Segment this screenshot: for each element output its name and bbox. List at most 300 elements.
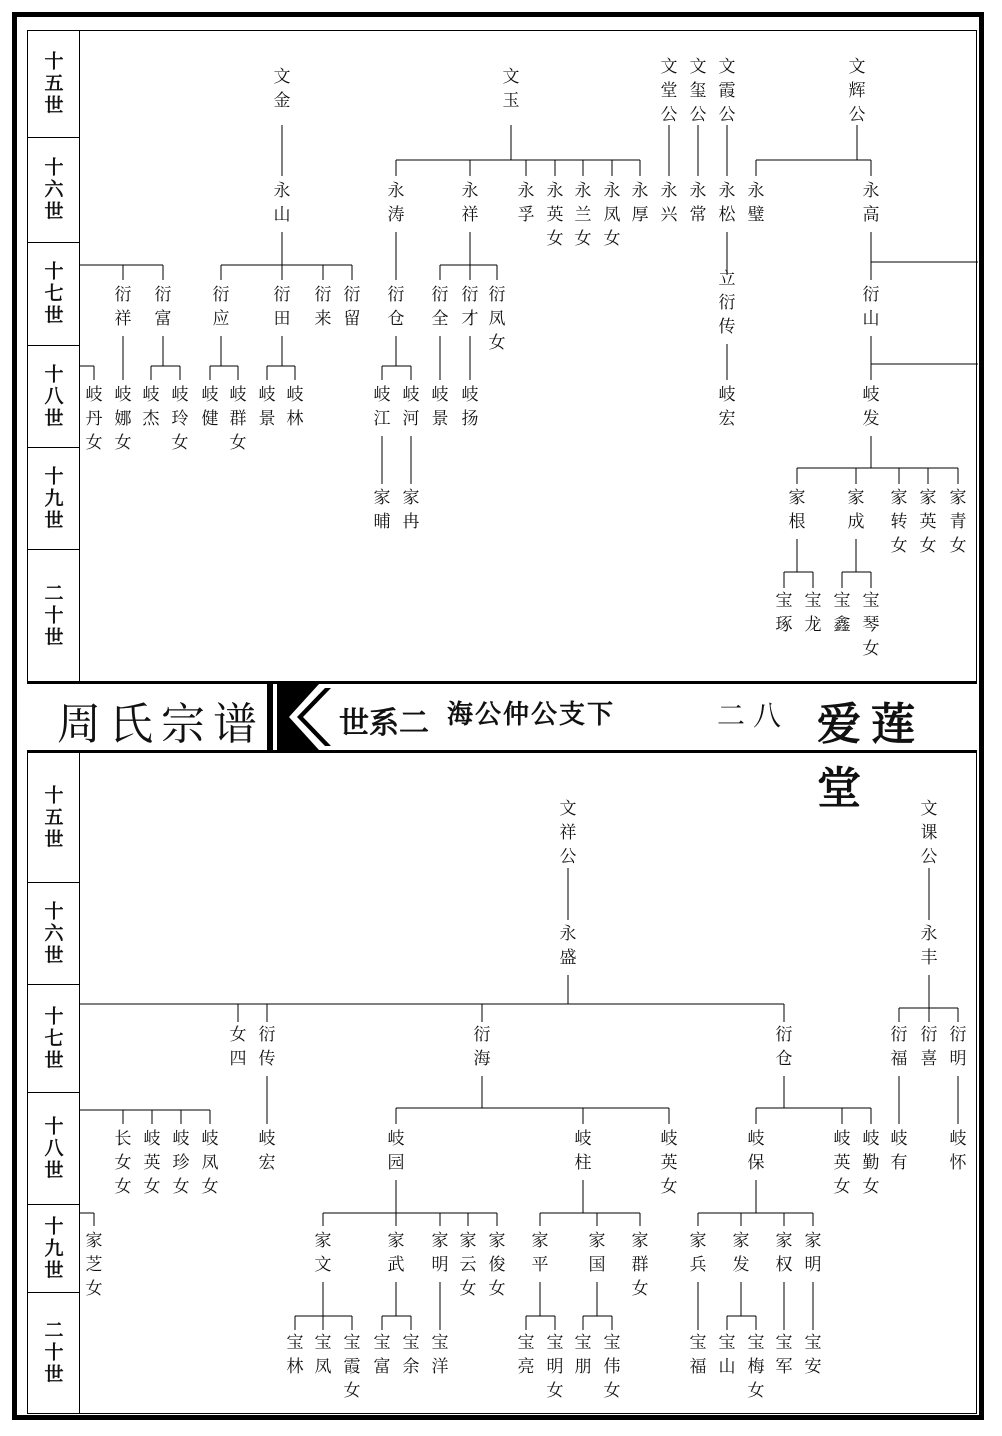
svg-text:凤: 凤 — [314, 1357, 332, 1377]
svg-text:家: 家 — [775, 1231, 793, 1251]
person-name — [950, 488, 967, 556]
svg-text:珍: 珍 — [172, 1153, 190, 1173]
person-name — [462, 181, 479, 225]
svg-text:永: 永 — [862, 181, 880, 201]
svg-text:家: 家 — [459, 1231, 477, 1251]
svg-text:女: 女 — [229, 1025, 247, 1045]
svg-text:永: 永 — [603, 181, 621, 201]
svg-text:山: 山 — [862, 309, 880, 329]
svg-text:常: 常 — [689, 205, 707, 225]
svg-text:家: 家 — [402, 488, 420, 508]
svg-text:岐: 岐 — [201, 1129, 219, 1149]
svg-text:岐: 岐 — [229, 385, 247, 405]
svg-text:园: 园 — [387, 1153, 405, 1173]
person-name — [863, 285, 880, 329]
person-name — [547, 1333, 564, 1401]
svg-text:安: 安 — [804, 1357, 822, 1377]
svg-text:喜: 喜 — [920, 1049, 938, 1069]
person-name — [173, 1129, 190, 1197]
svg-text:成: 成 — [847, 512, 865, 532]
svg-text:宝: 宝 — [718, 1333, 736, 1353]
svg-text:传: 传 — [718, 317, 736, 337]
svg-text:永: 永 — [660, 181, 678, 201]
svg-text:云: 云 — [459, 1255, 477, 1275]
person-name — [690, 1231, 707, 1275]
svg-text:芝: 芝 — [85, 1255, 103, 1275]
svg-text:柱: 柱 — [574, 1153, 592, 1173]
person-name — [143, 385, 161, 429]
svg-text:富: 富 — [154, 309, 172, 329]
person-name — [891, 1025, 908, 1069]
svg-text:宝: 宝 — [689, 1333, 707, 1353]
svg-text:家: 家 — [804, 1231, 822, 1251]
person-name — [230, 1025, 247, 1069]
svg-text:女: 女 — [114, 1177, 132, 1197]
svg-text:娜: 娜 — [114, 409, 132, 429]
svg-text:衍: 衍 — [212, 285, 230, 305]
person-name — [834, 591, 851, 635]
person-name — [589, 1231, 606, 1275]
person-name — [950, 1025, 967, 1069]
svg-text:英: 英 — [833, 1153, 851, 1173]
person-name — [789, 488, 806, 532]
person-name — [403, 488, 420, 532]
svg-text:明: 明 — [546, 1357, 564, 1377]
person-name — [575, 1129, 592, 1173]
svg-text:家: 家 — [314, 1231, 332, 1251]
person-name — [891, 1129, 908, 1173]
svg-text:军: 军 — [775, 1357, 793, 1377]
svg-text:凤: 凤 — [488, 309, 506, 329]
svg-text:宝: 宝 — [775, 1333, 793, 1353]
svg-text:岐: 岐 — [718, 385, 736, 405]
svg-text:宝: 宝 — [517, 1333, 535, 1353]
svg-text:岐: 岐 — [258, 1129, 276, 1149]
svg-text:亮: 亮 — [517, 1357, 535, 1377]
svg-text:女: 女 — [171, 433, 189, 453]
person-name — [489, 285, 506, 353]
svg-text:女: 女 — [488, 1279, 506, 1299]
svg-text:兴: 兴 — [660, 205, 678, 225]
person-name — [776, 591, 793, 635]
svg-text:宝: 宝 — [833, 591, 851, 611]
svg-text:家: 家 — [890, 488, 908, 508]
svg-text:永: 永 — [574, 181, 592, 201]
generation-label: 十九世 — [27, 1205, 79, 1293]
person-name — [532, 1231, 549, 1275]
svg-text:女: 女 — [459, 1279, 477, 1299]
svg-text:文: 文 — [314, 1255, 332, 1275]
svg-text:公: 公 — [848, 105, 866, 125]
svg-text:永: 永 — [517, 181, 535, 201]
svg-text:衍: 衍 — [154, 285, 172, 305]
svg-text:玉: 玉 — [502, 91, 520, 111]
svg-text:岐: 岐 — [258, 385, 276, 405]
svg-text:琴: 琴 — [862, 615, 880, 635]
svg-text:家: 家 — [588, 1231, 606, 1251]
person-name — [849, 57, 866, 125]
svg-text:林: 林 — [286, 409, 304, 429]
svg-text:岐: 岐 — [949, 1129, 967, 1149]
svg-text:女: 女 — [862, 639, 880, 659]
svg-text:家: 家 — [689, 1231, 707, 1251]
person-name — [719, 1333, 736, 1377]
person-name — [690, 1333, 707, 1377]
svg-text:文: 文 — [689, 57, 707, 77]
person-name — [748, 1333, 765, 1401]
svg-text:松: 松 — [718, 205, 736, 225]
svg-text:衍: 衍 — [920, 1025, 938, 1045]
svg-text:岐: 岐 — [833, 1129, 851, 1149]
person-name — [144, 1129, 161, 1197]
person-name — [604, 1333, 621, 1401]
svg-text:发: 发 — [732, 1255, 750, 1275]
person-name — [489, 1231, 506, 1299]
generation-label: 十五世 — [27, 753, 79, 883]
svg-text:有: 有 — [890, 1153, 908, 1173]
svg-text:永: 永 — [747, 181, 765, 201]
person-name — [315, 1333, 332, 1377]
person-name — [560, 924, 577, 968]
svg-text:女: 女 — [631, 1279, 649, 1299]
svg-text:文: 文 — [718, 57, 736, 77]
person-name — [604, 181, 621, 249]
svg-text:文: 文 — [273, 67, 291, 87]
svg-text:衍: 衍 — [862, 285, 880, 305]
person-name — [690, 181, 707, 225]
svg-text:宝: 宝 — [862, 591, 880, 611]
svg-text:河: 河 — [402, 409, 420, 429]
svg-text:女: 女 — [574, 229, 592, 249]
svg-text:岐: 岐 — [172, 1129, 190, 1149]
svg-text:岐: 岐 — [862, 385, 880, 405]
svg-text:田: 田 — [273, 309, 291, 329]
svg-text:公: 公 — [689, 105, 707, 125]
svg-text:岐: 岐 — [286, 385, 304, 405]
svg-text:女: 女 — [949, 536, 967, 556]
page-number: 二八 — [717, 699, 790, 732]
person-name — [259, 385, 276, 429]
svg-text:景: 景 — [431, 409, 449, 429]
svg-text:家: 家 — [847, 488, 865, 508]
svg-text:四: 四 — [229, 1049, 247, 1069]
svg-text:保: 保 — [747, 1153, 765, 1173]
person-name — [259, 1129, 276, 1173]
person-name — [776, 1025, 793, 1069]
generation-label: 十六世 — [27, 883, 79, 985]
svg-text:琢: 琢 — [775, 615, 793, 635]
person-name — [719, 181, 737, 225]
svg-text:山: 山 — [273, 205, 291, 225]
svg-text:衍: 衍 — [431, 285, 449, 305]
svg-text:堂: 堂 — [660, 81, 678, 101]
svg-text:衍: 衍 — [949, 1025, 967, 1045]
svg-text:群: 群 — [631, 1255, 649, 1275]
person-name — [315, 1231, 332, 1275]
svg-text:传: 传 — [258, 1049, 276, 1069]
svg-text:明: 明 — [949, 1049, 967, 1069]
svg-text:应: 应 — [212, 309, 230, 329]
svg-text:福: 福 — [689, 1357, 707, 1377]
svg-text:凤: 凤 — [603, 205, 621, 225]
person-name — [661, 181, 679, 225]
svg-text:永: 永 — [920, 924, 938, 944]
svg-text:国: 国 — [588, 1255, 606, 1275]
person-name — [374, 488, 391, 532]
svg-text:高: 高 — [862, 205, 880, 225]
svg-text:女: 女 — [890, 536, 908, 556]
person-name — [719, 385, 736, 429]
svg-text:根: 根 — [788, 512, 806, 532]
section-label: 世系二 — [339, 706, 429, 741]
svg-text:家: 家 — [788, 488, 806, 508]
svg-text:扬: 扬 — [461, 409, 479, 429]
svg-text:仓: 仓 — [775, 1049, 793, 1069]
svg-text:女: 女 — [833, 1177, 851, 1197]
svg-text:家: 家 — [387, 1231, 405, 1251]
person-name — [432, 285, 449, 329]
person-name — [690, 57, 707, 125]
person-name — [462, 285, 479, 329]
svg-text:家: 家 — [373, 488, 391, 508]
svg-text:衍: 衍 — [461, 285, 479, 305]
person-name — [388, 1231, 405, 1275]
person-name — [518, 181, 535, 225]
svg-text:祥: 祥 — [461, 205, 479, 225]
person-name — [155, 285, 172, 329]
person-name — [115, 285, 132, 329]
svg-text:文: 文 — [660, 57, 678, 77]
svg-text:女: 女 — [747, 1381, 765, 1401]
svg-text:家: 家 — [85, 1231, 103, 1251]
svg-text:岐: 岐 — [142, 385, 160, 405]
person-name — [920, 488, 937, 556]
svg-text:岐: 岐 — [862, 1129, 880, 1149]
generation-label: 二十世 — [41, 1320, 64, 1386]
svg-text:女: 女 — [862, 1177, 880, 1197]
person-name — [776, 1231, 793, 1275]
person-name — [274, 285, 291, 329]
svg-text:宝: 宝 — [775, 591, 793, 611]
svg-text:长: 长 — [114, 1129, 132, 1149]
person-name — [748, 1129, 765, 1173]
svg-text:来: 来 — [314, 309, 332, 329]
svg-text:林: 林 — [286, 1357, 304, 1377]
title-band — [27, 681, 977, 814]
svg-text:家: 家 — [488, 1231, 506, 1251]
person-name — [230, 385, 247, 453]
svg-text:衍: 衍 — [273, 285, 291, 305]
svg-text:文: 文 — [502, 67, 520, 87]
svg-text:公: 公 — [660, 105, 678, 125]
svg-text:权: 权 — [775, 1255, 793, 1275]
person-name — [719, 57, 736, 125]
svg-text:明: 明 — [804, 1255, 822, 1275]
svg-text:兰: 兰 — [574, 205, 592, 225]
svg-text:盛: 盛 — [559, 948, 577, 968]
person-name — [115, 1129, 132, 1197]
svg-text:岐: 岐 — [660, 1129, 678, 1149]
generation-label: 十六世 — [27, 138, 79, 243]
person-name — [374, 385, 391, 429]
svg-text:璧: 璧 — [747, 205, 765, 225]
svg-text:课: 课 — [920, 823, 938, 843]
svg-text:永: 永 — [718, 181, 736, 201]
svg-text:宝: 宝 — [546, 1333, 564, 1353]
svg-text:女: 女 — [546, 229, 564, 249]
svg-text:宏: 宏 — [258, 1153, 276, 1173]
person-name — [518, 1333, 535, 1377]
svg-text:家: 家 — [531, 1231, 549, 1251]
svg-text:宝: 宝 — [574, 1333, 592, 1353]
svg-text:岐: 岐 — [114, 385, 132, 405]
svg-text:孚: 孚 — [517, 205, 535, 225]
svg-text:宝: 宝 — [286, 1333, 304, 1353]
svg-text:海: 海 — [473, 1049, 491, 1069]
svg-text:岐: 岐 — [373, 385, 391, 405]
svg-text:岐: 岐 — [201, 385, 219, 405]
svg-text:金: 金 — [273, 91, 291, 111]
person-name — [287, 385, 304, 429]
svg-text:鑫: 鑫 — [833, 615, 851, 635]
svg-text:女: 女 — [488, 333, 506, 353]
person-name — [432, 1231, 449, 1275]
svg-text:冉: 冉 — [402, 512, 420, 532]
svg-text:永: 永 — [273, 181, 291, 201]
svg-text:女: 女 — [919, 536, 937, 556]
person-name — [921, 1025, 938, 1069]
person-name — [863, 385, 880, 429]
person-name — [661, 1129, 678, 1197]
svg-text:才: 才 — [461, 309, 479, 329]
person-name — [474, 1025, 491, 1069]
person-name — [287, 1333, 304, 1377]
person-name — [202, 1129, 219, 1197]
svg-text:宝: 宝 — [402, 1333, 420, 1353]
svg-text:龙: 龙 — [804, 615, 822, 635]
svg-text:玺: 玺 — [689, 81, 707, 101]
svg-text:永: 永 — [631, 181, 649, 201]
person-name — [575, 181, 592, 249]
person-name — [115, 385, 132, 453]
svg-text:衍: 衍 — [387, 285, 405, 305]
svg-text:文: 文 — [920, 799, 938, 819]
svg-text:家: 家 — [631, 1231, 649, 1251]
svg-text:永: 永 — [461, 181, 479, 201]
person-name — [388, 181, 405, 225]
person-name — [547, 181, 564, 249]
person-name — [834, 1129, 851, 1197]
svg-text:晡: 晡 — [373, 512, 391, 532]
person-name — [805, 1231, 822, 1275]
svg-text:女: 女 — [114, 433, 132, 453]
person-name — [863, 1129, 880, 1197]
generation-label: 十七世 — [27, 243, 79, 346]
svg-text:群: 群 — [229, 409, 247, 429]
svg-text:宝: 宝 — [373, 1333, 391, 1353]
svg-text:兵: 兵 — [689, 1255, 707, 1275]
svg-text:岐: 岐 — [85, 385, 103, 405]
svg-text:英: 英 — [660, 1153, 678, 1173]
branch-label: 海公仲公支下 — [447, 700, 616, 730]
svg-text:永: 永 — [559, 924, 577, 944]
svg-text:岐: 岐 — [171, 385, 189, 405]
svg-text:朋: 朋 — [574, 1357, 592, 1377]
svg-text:勤: 勤 — [862, 1153, 880, 1173]
person-name — [632, 181, 649, 225]
svg-text:衍: 衍 — [488, 285, 506, 305]
svg-text:梅: 梅 — [747, 1357, 765, 1377]
person-name — [632, 1231, 649, 1299]
svg-text:女: 女 — [85, 1279, 103, 1299]
chevron-left-icon — [267, 684, 337, 750]
person-name — [344, 285, 361, 329]
svg-text:家: 家 — [431, 1231, 449, 1251]
person-name — [863, 591, 880, 659]
svg-text:武: 武 — [387, 1255, 405, 1275]
svg-text:伟: 伟 — [603, 1357, 621, 1377]
person-name — [748, 181, 765, 225]
svg-text:家: 家 — [732, 1231, 750, 1251]
svg-text:岐: 岐 — [402, 385, 420, 405]
person-name — [86, 385, 103, 453]
svg-text:女: 女 — [603, 229, 621, 249]
person-name — [213, 285, 230, 329]
svg-text:岐: 岐 — [387, 1129, 405, 1149]
svg-text:健: 健 — [201, 409, 219, 429]
person-name — [560, 799, 577, 867]
svg-text:岐: 岐 — [574, 1129, 592, 1149]
svg-text:转: 转 — [890, 512, 908, 532]
svg-text:公: 公 — [920, 847, 938, 867]
svg-text:衍: 衍 — [258, 1025, 276, 1045]
svg-text:公: 公 — [718, 105, 736, 125]
person-name — [388, 1129, 405, 1173]
generation-label: 十五世 — [27, 31, 79, 138]
svg-text:明: 明 — [431, 1255, 449, 1275]
svg-text:衍: 衍 — [114, 285, 132, 305]
svg-text:女: 女 — [114, 1153, 132, 1173]
svg-text:永: 永 — [689, 181, 707, 201]
svg-text:祥: 祥 — [559, 823, 577, 843]
svg-text:杰: 杰 — [142, 409, 160, 429]
person-name — [805, 591, 822, 635]
svg-text:发: 发 — [862, 409, 880, 429]
svg-text:仓: 仓 — [387, 309, 405, 329]
svg-text:衍: 衍 — [343, 285, 361, 305]
person-name — [462, 385, 479, 429]
svg-text:女: 女 — [603, 1381, 621, 1401]
svg-text:辉: 辉 — [848, 81, 866, 101]
svg-text:平: 平 — [531, 1255, 549, 1275]
svg-text:宏: 宏 — [718, 409, 736, 429]
person-name — [202, 385, 219, 429]
person-name — [259, 1025, 276, 1069]
generation-label: 十八世 — [27, 346, 79, 448]
svg-text:山: 山 — [718, 1357, 736, 1377]
svg-text:衍: 衍 — [890, 1025, 908, 1045]
person-name — [315, 285, 332, 329]
svg-text:景: 景 — [258, 409, 276, 429]
svg-text:宝: 宝 — [747, 1333, 765, 1353]
svg-text:宝: 宝 — [603, 1333, 621, 1353]
svg-text:厚: 厚 — [631, 205, 649, 225]
person-name — [950, 1129, 968, 1173]
person-name — [848, 488, 865, 532]
svg-text:祥: 祥 — [114, 309, 132, 329]
svg-text:家: 家 — [949, 488, 967, 508]
svg-text:霞: 霞 — [343, 1357, 361, 1377]
